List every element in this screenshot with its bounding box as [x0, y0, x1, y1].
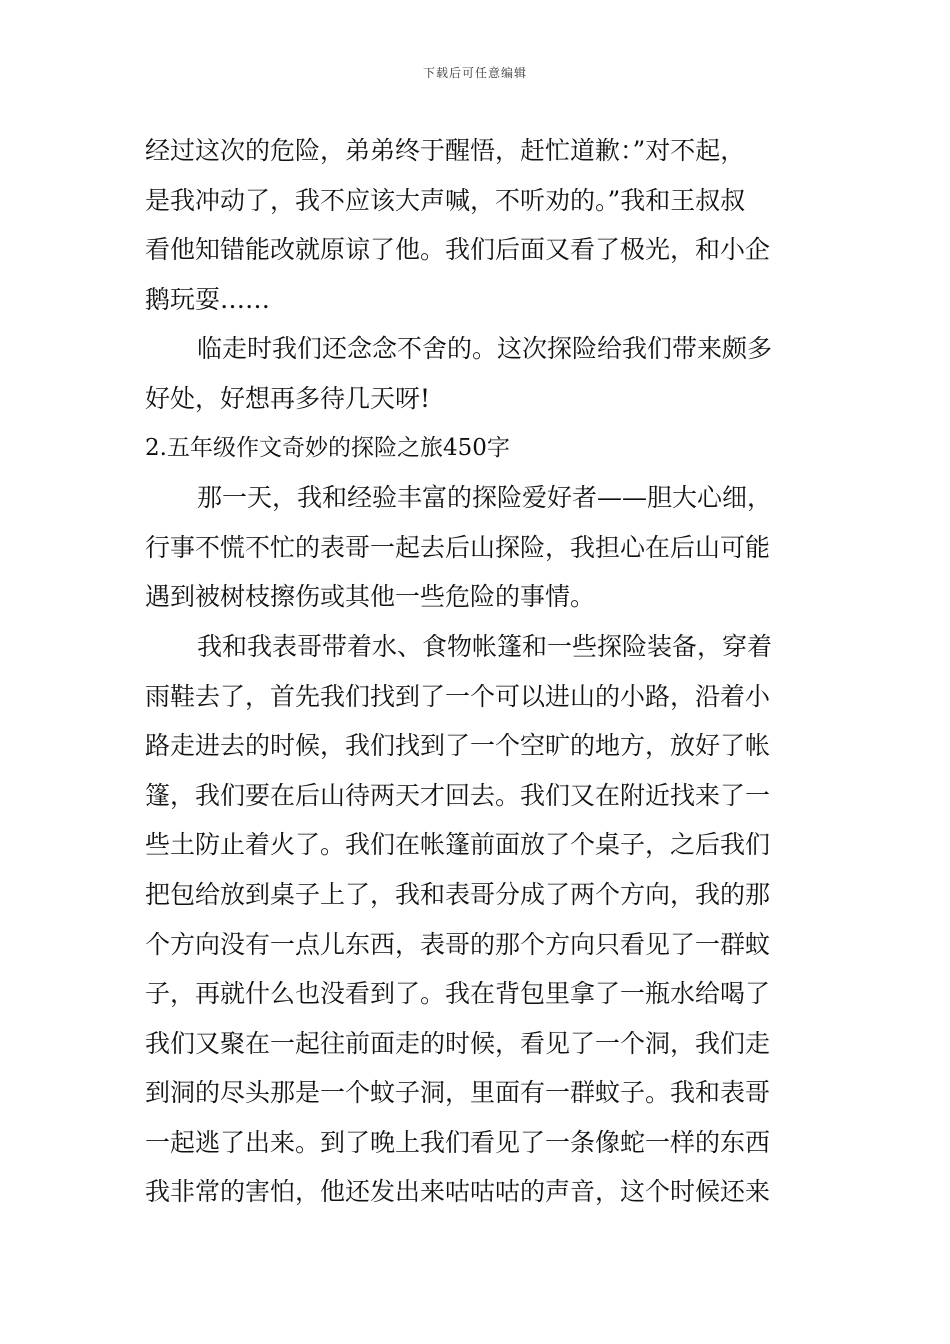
text-line: 是我冲动了，我不应该大声喊，不听劝的。”我和王叔叔: [145, 185, 746, 215]
text-line: 经过这次的危险，弟弟终于醒悟，赶忙道歉：”对不起，: [145, 136, 746, 165]
text-line: 雨鞋去了，首先我们找到了一个可以进山的小路，沿着小: [145, 681, 771, 711]
text-line: 把包给放到桌子上了，我和表哥分成了两个方向，我的那: [145, 879, 771, 909]
text-line: 一起逃了出来。到了晚上我们看见了一条像蛇一样的东西: [145, 1127, 771, 1157]
page-header: 下载后可任意编辑: [422, 66, 527, 80]
document-body: [145, 126, 810, 1217]
text-line: 看他知错能改就原谅了他。我们后面又看了极光，和小企: [145, 235, 771, 265]
section-heading: 2.五年级作文奇妙的探险之旅450字: [145, 434, 510, 461]
text-line: 好处，好想再多待几天呀!: [145, 383, 431, 413]
text-line: 临走时我们还念念不舍的。这次探险给我们带来颇多: [197, 334, 773, 364]
text-line: 鹅玩耍……: [145, 284, 271, 314]
text-line: 行事不慌不忙的表哥一起去后山探险，我担心在后山可能: [145, 532, 771, 562]
text-line: 子，再就什么也没看到了。我在背包里拿了一瓶水给喝了: [145, 979, 771, 1009]
text-line: 遇到被树枝擦伤或其他一些危险的事情。: [145, 582, 596, 612]
text-line: 到洞的尽头那是一个蚊子洞，里面有一群蚊子。我和表哥: [145, 1078, 771, 1108]
text-line: 我和我表哥带着水、食物帐篷和一些探险装备，穿着: [197, 631, 773, 661]
text-line: 那一天，我和经验丰富的探险爱好者——胆大心细，: [197, 483, 773, 513]
text-line: 个方向没有一点儿东西，表哥的那个方向只看见了一群蚊: [145, 929, 771, 959]
text-line: 些土防止着火了。我们在帐篷前面放了个桌子，之后我们: [145, 830, 771, 860]
text-line: 篷，我们要在后山待两天才回去。我们又在附近找来了一: [145, 780, 771, 810]
text-line: 我非常的害怕，他还发出来咕咕咕的声音，这个时候还来: [145, 1177, 771, 1207]
text-line: 路走进去的时候，我们找到了一个空旷的地方，放好了帐: [145, 731, 771, 761]
text-line: 我们又聚在一起往前面走的时候，看见了一个洞，我们走: [145, 1028, 771, 1058]
